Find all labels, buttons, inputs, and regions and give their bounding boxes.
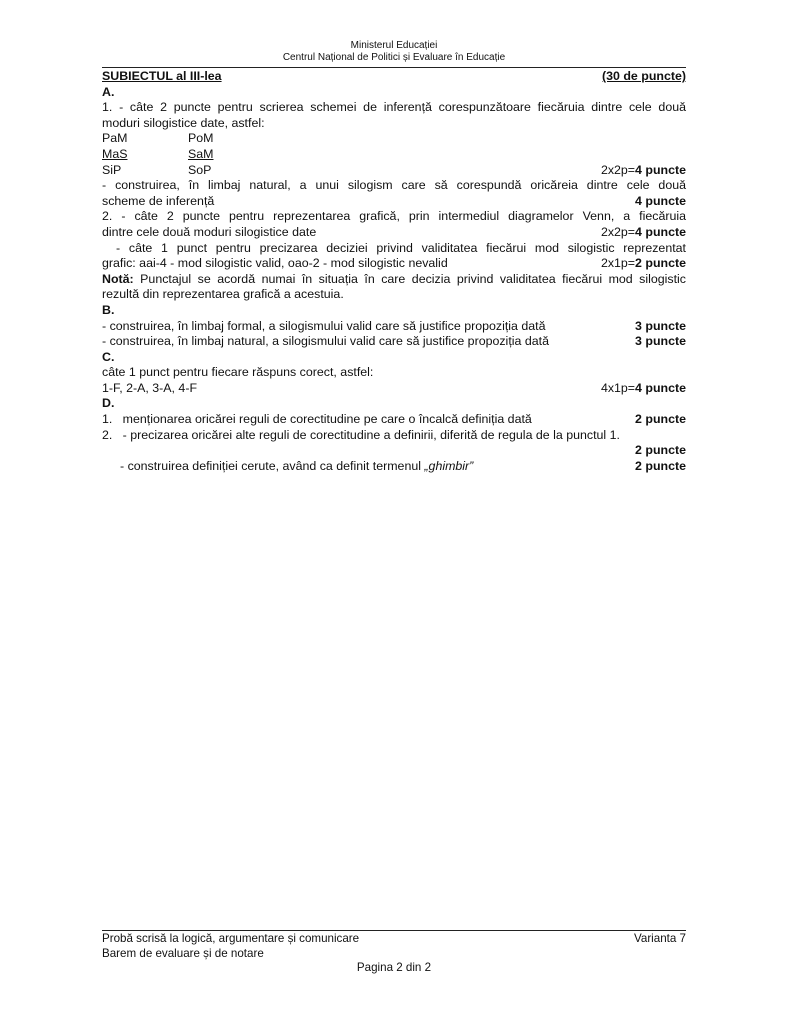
- defined-term: „ghimbir”: [424, 458, 474, 473]
- section-c-label: C.: [102, 349, 115, 364]
- section-a-item1-line1: 1. - câte 2 puncte pentru scrierea schemei de inferență corespunzătoare fiecăruia dintre cele două: [102, 100, 686, 115]
- section-d-points-3: 2 puncte: [635, 458, 686, 473]
- section-d-line2-points-row: [102, 443, 686, 459]
- section-d-line2: 2. - precizarea oricărei alte reguli de corectitudine a definirii, diferită de regula de la punctul 1.: [102, 427, 620, 442]
- natural-language-line1: - construirea, în limbaj natural, a unui silogism care să corespundă oricăreia dintre cele două: [102, 178, 686, 193]
- section-b-points-1: 3 puncte: [635, 318, 686, 333]
- subject-points: (30 de puncte): [602, 69, 686, 83]
- schema-cell: SoP: [188, 162, 212, 177]
- page-header: [102, 40, 686, 64]
- section-d-points-1: 2 puncte: [635, 412, 686, 427]
- section-b-points-2: 3 puncte: [635, 334, 686, 349]
- schema-cell: SaM: [188, 146, 214, 161]
- section-b-line2: - construirea, în limbaj natural, a silogismului valid care să justifice propoziția dată 3 puncte: [102, 334, 686, 349]
- schema-cell: PaM: [102, 131, 128, 146]
- center-name: Centrul Național de Politici și Evaluare în Educație: [282, 52, 506, 63]
- score-3: 2x1p=2 puncte: [600, 256, 686, 271]
- page-number: Pagina 2 din 2: [356, 961, 432, 974]
- section-a-item2-line2: dintre cele două moduri silogistice date 2x2p=4 puncte: [102, 224, 686, 239]
- page-footer: [102, 932, 686, 961]
- document-page: [102, 0, 686, 1024]
- schema-cell: SiP: [102, 162, 122, 177]
- natural-language-line2: scheme de inferență 4 puncte: [102, 193, 686, 208]
- footer-divider: [102, 930, 686, 931]
- note-line1: Notă: Punctajul se acordă numai în situația în care decizia privind validitatea fiecărui mod silogistic: [102, 271, 686, 286]
- validity-line2: grafic: aai-4 - mod silogistic valid, oao-2 - mod silogistic nevalid 2x1p=2 puncte: [102, 256, 686, 271]
- section-d-points-2: 2 puncte: [635, 443, 686, 458]
- natural-language-points: 4 puncte: [635, 193, 686, 208]
- section-c-score: 4x1p=4 puncte: [600, 380, 686, 395]
- section-d-line3: - construirea definiției cerute, având ca definit termenul „ghimbir” 2 puncte: [120, 458, 686, 473]
- exam-name: Probă scrisă la logică, argumentare și comunicare: [102, 932, 360, 945]
- schema-row-3: [102, 163, 686, 179]
- document-body: [102, 69, 686, 474]
- header-divider: [102, 67, 686, 68]
- barem-title: Barem de evaluare și de notare: [102, 946, 264, 960]
- note-label: Notă:: [102, 271, 134, 286]
- score-1: 2x2p=4 puncte: [600, 162, 686, 177]
- section-b-line1: - construirea, în limbaj formal, a silogismului valid care să justifice propoziția dată 3 puncte: [102, 318, 686, 333]
- section-d-label: D.: [102, 396, 115, 411]
- subject-heading: [102, 69, 686, 85]
- section-a-label: A.: [102, 84, 115, 99]
- section-a-item1-line2: moduri silogistice date, astfel:: [102, 115, 265, 130]
- note-line2: rezultă din reprezentarea grafică a acestuia.: [102, 287, 344, 302]
- schema-cell: PoM: [188, 131, 214, 146]
- section-c-answers: 1-F, 2-A, 3-A, 4-F 4x1p=4 puncte: [102, 380, 686, 395]
- schema-row-1: [102, 131, 686, 147]
- validity-line1: - câte 1 punct pentru precizarea deciziei privind validitatea fiecărui mod silogistic reprezentat: [116, 240, 686, 255]
- section-b-label: B.: [102, 302, 115, 317]
- schema-row-2: [102, 147, 686, 163]
- score-2: 2x2p=4 puncte: [600, 224, 686, 239]
- variant: Varianta 7: [634, 932, 686, 945]
- schema-cell: MaS: [102, 146, 128, 161]
- ministry-name: Ministerul Educației: [350, 40, 438, 51]
- section-d-line1: 1. menționarea oricărei reguli de corectitudine pe care o încalcă definiția dată 2 puncte: [102, 412, 686, 427]
- subject-title: SUBIECTUL al III-lea: [102, 69, 222, 83]
- section-c-line1: câte 1 punct pentru fiecare răspuns corect, astfel:: [102, 365, 374, 380]
- section-a-item2-line1: 2. - câte 2 puncte pentru reprezentarea grafică, prin intermediul diagramelor Venn, a fiecăruia: [102, 209, 686, 224]
